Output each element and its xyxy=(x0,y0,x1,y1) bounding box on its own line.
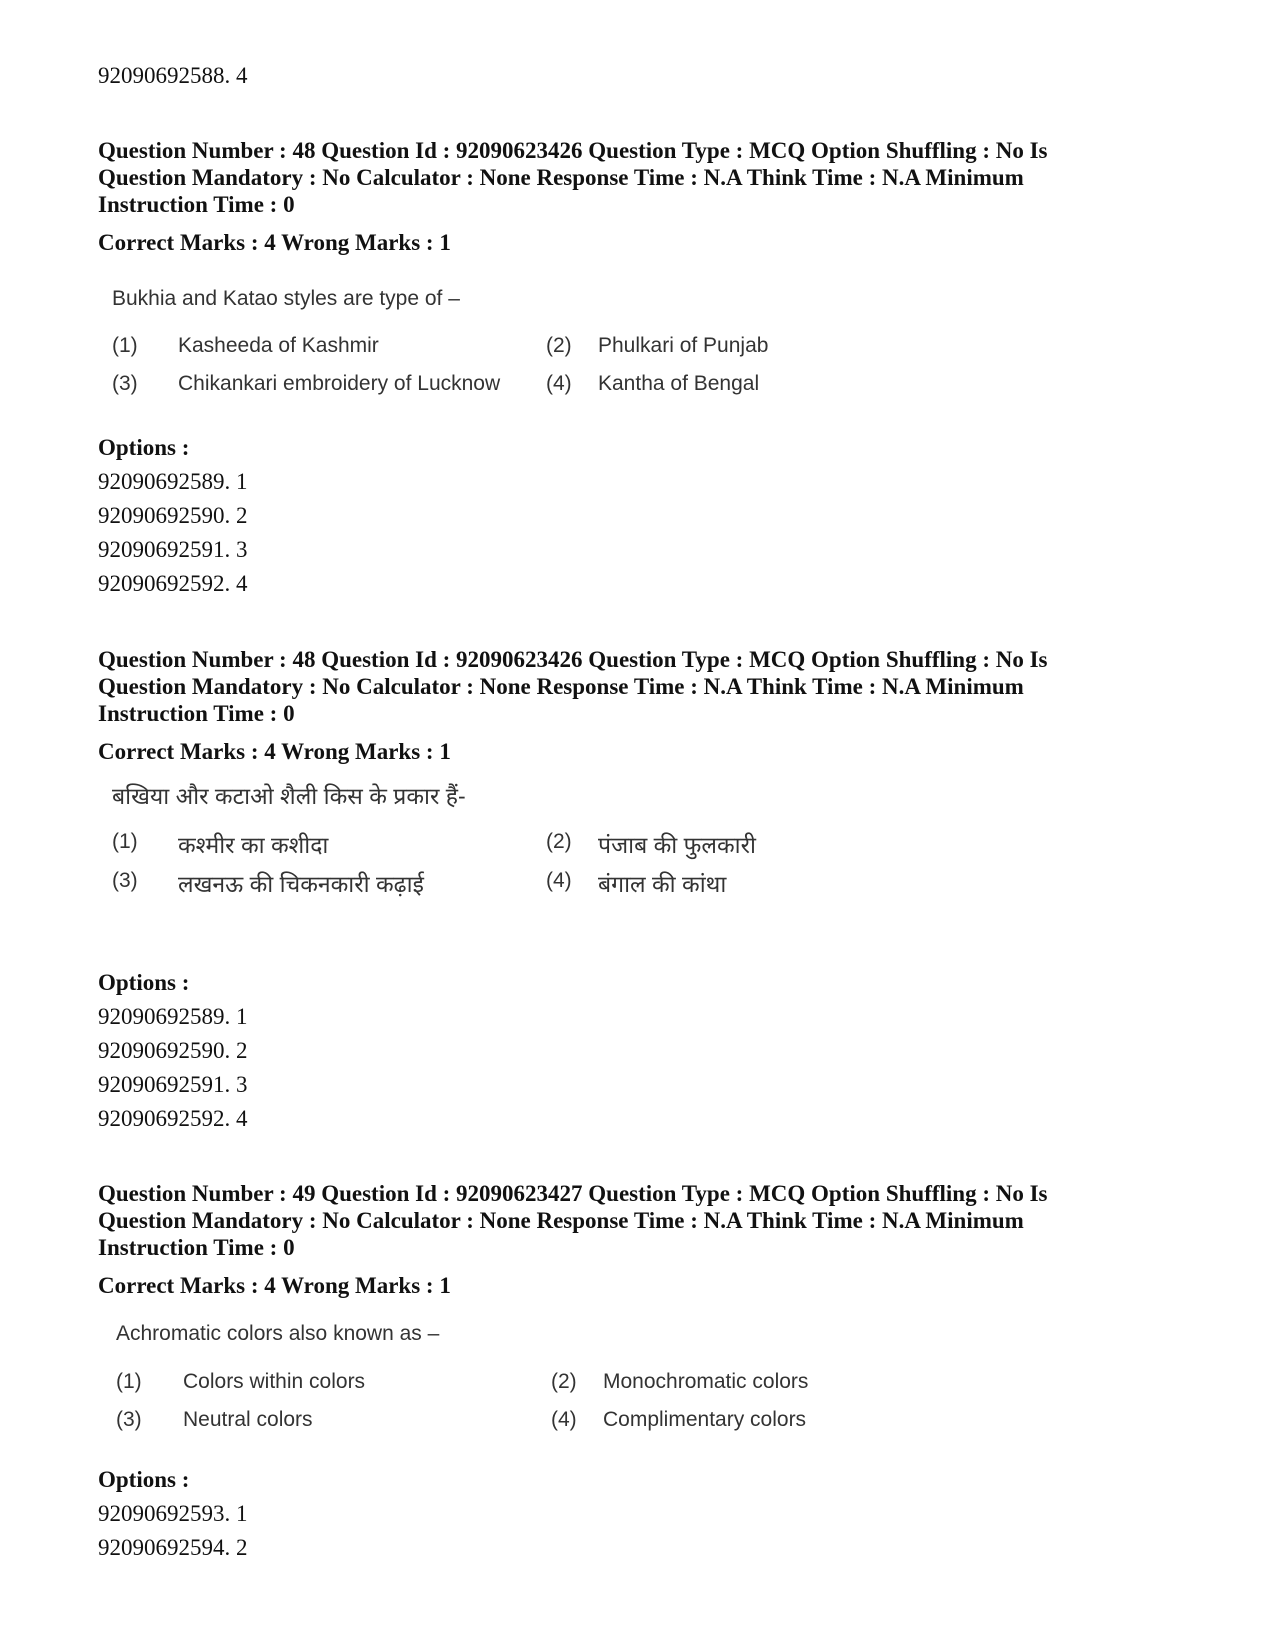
choice-number: (2) xyxy=(551,1370,577,1393)
option-line: 92090692589. 1 xyxy=(98,1004,248,1029)
meta-line: Question Mandatory : No Calculator : None Response Time : N.A Think Time : N.A Minimum xyxy=(98,1208,1024,1233)
choice-number: (4) xyxy=(546,869,572,892)
choice-number: (3) xyxy=(112,372,138,395)
choice-text: बंगाल की कांथा xyxy=(598,871,727,897)
option-line: 92090692591. 3 xyxy=(98,1072,248,1097)
choice-number: (1) xyxy=(112,830,138,853)
choice-number: (2) xyxy=(546,830,572,853)
option-line: 92090692589. 1 xyxy=(98,469,248,494)
marks-line: Correct Marks : 4 Wrong Marks : 1 xyxy=(98,230,451,255)
question-meta xyxy=(98,1180,1208,1261)
options-label: Options : xyxy=(98,970,190,995)
choice-text: Colors within colors xyxy=(183,1370,366,1393)
choice-text: Kasheeda of Kashmir xyxy=(178,334,379,357)
question-text: बखिया और कटाओ शैली किस के प्रकार हैं- xyxy=(112,783,466,809)
question-text: Bukhia and Katao styles are type of – xyxy=(112,287,460,310)
meta-line: Instruction Time : 0 xyxy=(98,192,295,217)
choice-number: (4) xyxy=(551,1408,577,1431)
choice-text: पंजाब की फुलकारी xyxy=(598,832,756,858)
options-label: Options : xyxy=(98,435,190,460)
choice-number: (3) xyxy=(112,869,138,892)
meta-line: Instruction Time : 0 xyxy=(98,701,295,726)
choice-text: Neutral colors xyxy=(183,1408,313,1431)
choice-text: Chikankari embroidery of Lucknow xyxy=(178,372,501,395)
choice-number: (4) xyxy=(546,372,572,395)
question-meta xyxy=(98,137,1208,218)
choice-text: कश्मीर का कशीदा xyxy=(178,832,329,858)
meta-line: Question Mandatory : No Calculator : None Response Time : N.A Think Time : N.A Minimum xyxy=(98,674,1024,699)
marks-line: Correct Marks : 4 Wrong Marks : 1 xyxy=(98,739,451,764)
option-line: 92090692594. 2 xyxy=(98,1535,248,1560)
meta-line: Question Number : 49 Question Id : 92090623427 Question Type : MCQ Option Shuffling : No Is xyxy=(98,1181,1048,1206)
option-line: 92090692591. 3 xyxy=(98,537,248,562)
choice-number: (1) xyxy=(116,1370,142,1393)
options-list xyxy=(98,1000,248,1136)
option-line: 92090692590. 2 xyxy=(98,1038,248,1063)
option-line: 92090692590. 2 xyxy=(98,503,248,528)
question-meta xyxy=(98,646,1208,727)
choice-number: (1) xyxy=(112,334,138,357)
option-line: 92090692588. 4 xyxy=(98,63,248,88)
choice-text: Monochromatic colors xyxy=(603,1370,809,1393)
choice-text: Complimentary colors xyxy=(603,1408,807,1431)
choice-text: लखनऊ की चिकनकारी कढ़ाई xyxy=(178,871,424,897)
meta-line: Question Number : 48 Question Id : 92090623426 Question Type : MCQ Option Shuffling : No Is xyxy=(98,138,1048,163)
meta-line: Question Mandatory : No Calculator : None Response Time : N.A Think Time : N.A Minimum xyxy=(98,165,1024,190)
option-line: 92090692593. 1 xyxy=(98,1501,248,1526)
choice-text: Phulkari of Punjab xyxy=(598,334,769,357)
meta-line: Instruction Time : 0 xyxy=(98,1235,295,1260)
question-text: Achromatic colors also known as – xyxy=(116,1322,440,1345)
options-list xyxy=(98,1497,248,1565)
option-line: 92090692592. 4 xyxy=(98,571,248,596)
marks-line: Correct Marks : 4 Wrong Marks : 1 xyxy=(98,1273,451,1298)
options-list xyxy=(98,465,248,601)
choice-text: Kantha of Bengal xyxy=(598,372,760,395)
choice-number: (3) xyxy=(116,1408,142,1431)
choice-number: (2) xyxy=(546,334,572,357)
option-line: 92090692592. 4 xyxy=(98,1106,248,1131)
options-label: Options : xyxy=(98,1467,190,1492)
meta-line: Question Number : 48 Question Id : 92090623426 Question Type : MCQ Option Shuffling : No Is xyxy=(98,647,1048,672)
